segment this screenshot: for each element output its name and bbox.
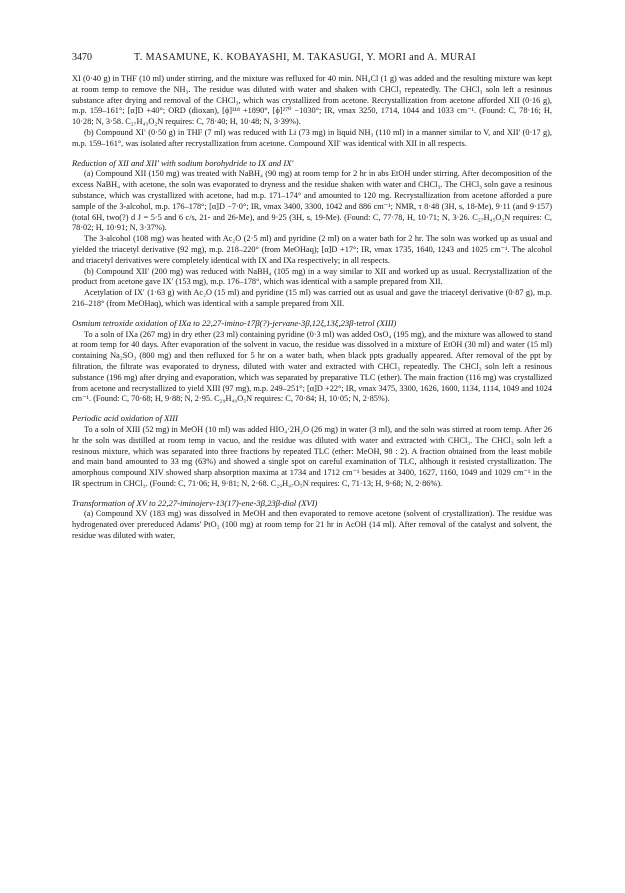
page-number: 3470 bbox=[72, 52, 92, 63]
paragraph: (a) Compound XII (150 mg) was treated with NaBH₄ (90 mg) at room temp for 2 hr in abs EtOH under stirring. After decomposition of the excess NaBH₄ with acetone, the soln was evaporated to dryness and the residue shaken with water and CHCl₃. The CHCl₃ soln gave a resinous substance, which was crystallized with acetone, had m.p. 171–174° and amounted to 120 mg. Recrystallization from acetone afforded a pure sample of the 3-alcohol, m.p. 176–178°; [α]D −7·0°; IR, νmax 3400, 3300, 1042 and 886 cm⁻¹; NMR, τ 8·48 (3H, s, 18-Me), 9·11 (and 9·157) (total 6H, two(?) d J = 5·5 and 6 c/s, 21- and 26-Me), and 9·25 (3H, s, 19-Me). (Found: C, 77·78, H, 10·71; N, 3·26. C₂₇H₄₅O₂N requires: C, 78·02; H, 10·91; N, 3·37%). bbox=[72, 169, 552, 233]
paragraph: To a soln of IXa (267 mg) in dry ether (23 ml) containing pyridine (0·3 ml) was added OsO₄ (195 mg), and the mixture was allowed to stand at room temp for 40 days. After evaporation of the solvent in vacuo, the residue was dissolved in a mixture of EtOH (30 ml) and water (15 ml) containing Na₂SO₃ (800 mg) and then refluxed for 5 hr on a water bath, when black ppts gradually appeared. After removal of the ppt by filtration, the filtrate was evaporated to dryness, diluted with water and extracted with CHCl₃ repeatedly. The CHCl₃ soln left a resinous substance (196 mg) after drying and evaporation, which was separated by preparative TLC (ether). The main fraction (116 mg) was crystallized from acetone and recrystallized to yield XIII (97 mg), m.p. 249–251°; [α]D +22°; IR, νmax 3475, 3300, 1626, 1600, 1134, 1114, 1049 and 1024 cm⁻¹. (Found: C, 70·68; H, 9·88; N, 2·95. C₂₉H₄₉O₅N requires: C, 70·84; H, 10·05; N, 2·85%). bbox=[72, 329, 552, 404]
author-line: T. MASAMUNE, K. KOBAYASHI, M. TAKASUGI, Y. MORI and A. MURAI bbox=[134, 52, 476, 63]
paragraph: To a soln of XIII (52 mg) in MeOH (10 ml) was added HIO₄·2H₂O (26 mg) in water (3 ml), and the soln was stirred at room temp. After 26 hr the soln was distilled at room temp in vacuo, and the residue was diluted with water and extracted with CHCl₃. The CHCl₃ soln left a resinous mixture, which was separated into three fractions by repeated TLC (ether: MeOH, 98 : 2). A fraction obtained from the least mobile and main band amounted to 33 mg (63%) and showed a single spot on careful examination of TLC, although it resisted crystallization. The amorphous compound XIV showed sharp absorption maxima at 1734 and 1712 cm⁻¹ besides at 3400, 1627, 1160, 1049 and 1029 cm⁻¹ in the IR spectrum in CHCl₃. (Found: C, 71·06; H, 9·81; N, 2·68. C₂₉H₄₇O₅N requires: C, 71·13; H, 9·68; N, 2·86%). bbox=[72, 424, 552, 488]
section-heading: Transformation of XV to 22,27-iminojerv-13(17)-ene-3β,23β-diol (XVI) bbox=[72, 497, 318, 508]
section-heading: Reduction of XII and XII′ with sodium borohydride to IX and IX′ bbox=[72, 157, 294, 168]
running-header bbox=[72, 52, 550, 66]
section-heading: Periodic acid oxidation of XIII bbox=[72, 413, 178, 424]
paragraph: (b) Compound XII′ (200 mg) was reduced with NaBH₄ (105 mg) in a way similar to XII and worked up as usual. Recrystallization of the product from acetone gave IX′ (153 mg), m.p. 176–178°, which was identical with a sample prepared from XII. bbox=[72, 266, 552, 287]
paragraph: (a) Compound XV (183 mg) was dissolved in MeOH and then evaporated to remove acetone (solvent of crystallization). The residue was hydrogenated over prereduced Adams' PtO₂ (100 mg) at room temp for 21 hr in AcOH (14 ml). After removal of the catalyst and solvent, the residue was diluted with water, bbox=[72, 509, 552, 541]
paragraph: Acetylation of IX′ (1·63 g) with Ac₂O (15 ml) and pyridine (15 ml) was carried out as usual and gave the triacetyl derivative (0·87 g), m.p. 216–218° (from MeOHaq), which was identical with a sample prepared from XII. bbox=[72, 288, 552, 308]
paragraph: The 3-alcohol (108 mg) was heated with Ac₂O (2·5 ml) and pyridine (2 ml) on a water bath for 2 hr. The soln was worked up as usual and yielded the triacetyl derivative (92 mg), m.p. 218–220° (from MeOHaq); [α]D +17°; IR, νmax 1735, 1640, 1243 and 1025 cm⁻¹. The alcohol and triacetyl derivatives were completely identical with IX and IXa respectively; in all respects. bbox=[72, 234, 552, 265]
paragraph: XI (0·40 g) in THF (10 ml) under stirring, and the mixture was refluxed for 40 min. NH₄Cl (1 g) was added and the resulting mixture was kept at room temp to remove the NH₃. The residue was diluted with water and shaken with CHCl₃ repeatedly. The CHCl₃ soln left a resinous substance after drying and removal of the CHCl₃, which was crystallized from acetone. Recrystallization from acetone afforded XII (0·16 g), m.p. 159–161°; [α]D +40°; ORD (dioxan), [ϕ]³¹⁸ +1890°, [ϕ]²⁷⁰ −1030°; IR, νmax 3250, 1714, 1044 and 1033 cm⁻¹. (Found: C, 78·16; H, 10·28; N, 3·58. C₂₇H₄₃O₂N requires: C, 78·40; H, 10·48; N, 3·39%). bbox=[72, 74, 552, 127]
paragraph: (b) Compound XI′ (0·50 g) in THF (7 ml) was reduced with Li (73 mg) in liquid NH₃ (110 ml) in a manner similar to V, and XII′ (0·17 g), m.p. 159–161°, was isolated after recrystallization from acetone. Compound XII′ was identical with XII in all respects. bbox=[72, 127, 552, 148]
section-heading: Osmium tetroxide oxidation of IXa to 22,27-imino-17β(?)-jervane-3β,12ξ,13ξ,23β-tetrol (XIII) bbox=[72, 317, 397, 328]
body-text bbox=[72, 74, 552, 542]
